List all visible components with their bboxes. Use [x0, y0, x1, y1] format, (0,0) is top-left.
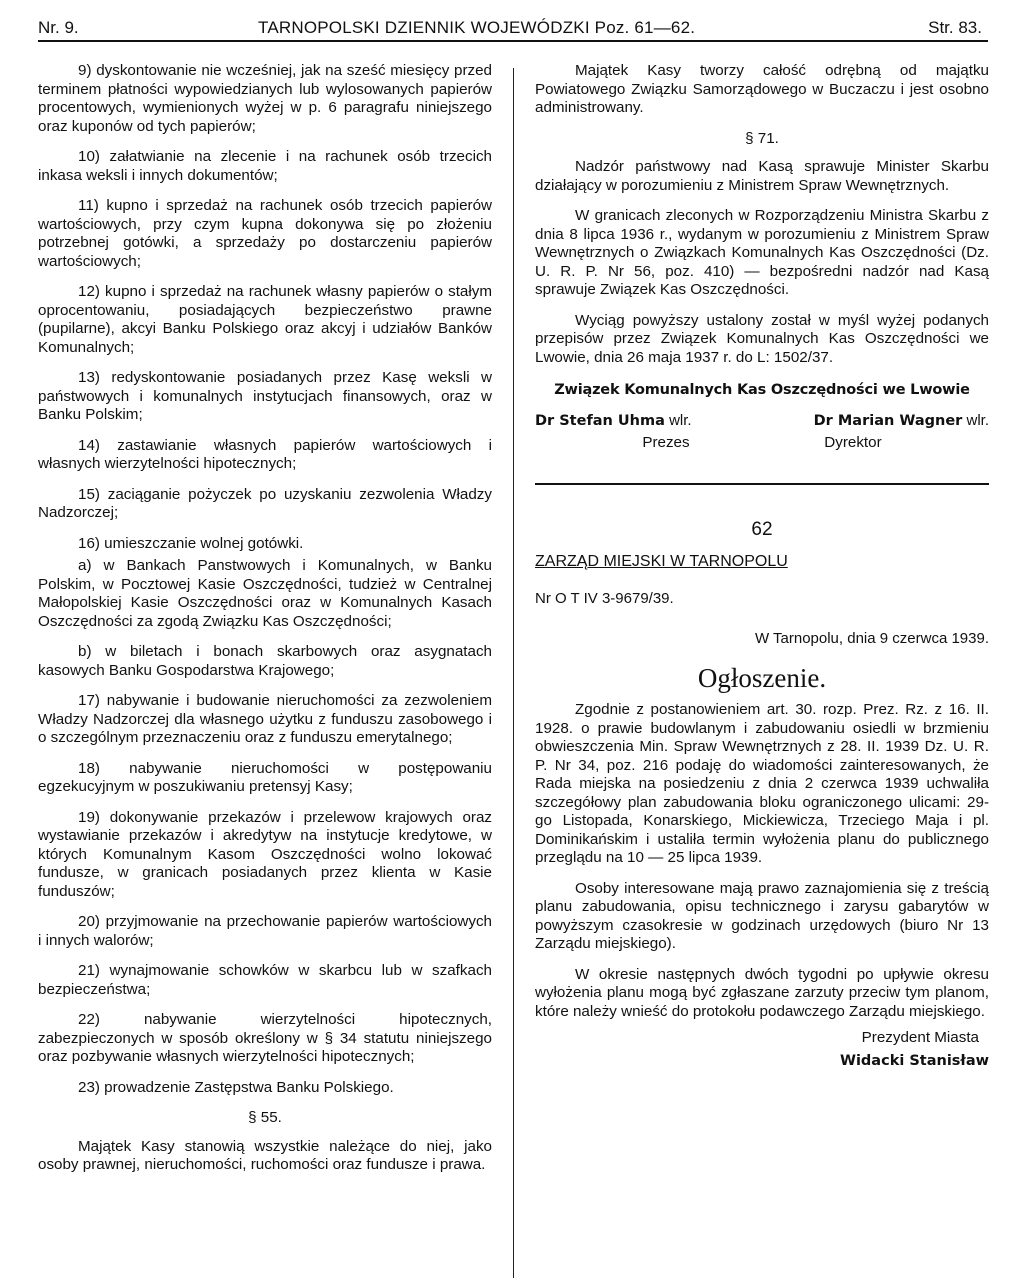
list-item: 18) nabywanie nieruchomości w postępowaniu egzekucyjnym w poszukiwaniu pretensyj Kasy;	[38, 759, 492, 795]
list-item: 20) przyjmowanie na przechowanie papierów wartościowych i innych walorów;	[38, 913, 492, 949]
page-header	[38, 14, 988, 42]
reference-number: Nr O T IV 3-9679/39.	[535, 589, 674, 607]
signer-name: Widacki Stanisław	[839, 1052, 989, 1069]
section-heading: § 55.	[248, 1109, 282, 1126]
left-column	[38, 62, 492, 1187]
list-item: 21) wynajmowanie schowków w skarbcu lub w szafkach bezpieczeństwa;	[38, 962, 492, 998]
paragraph: Majątek Kasy tworzy całość odrębną od majątku Powiatowego Związku Samorządowego w Buczaczu i jest osobno administrowany.	[535, 62, 989, 116]
signer-suffix: wlr.	[669, 411, 692, 429]
signer-title: Prezes	[642, 434, 690, 451]
paragraph: Wyciąg powyższy ustalony został w myśl wyżej podanych przepisów przez Związek Komunalnych Kas Oszczędności we Lwowie, dnia 26 maja 1937 r. do L: 1502/37.	[535, 311, 989, 366]
list-item: 12) kupno i sprzedaż na rachunek własny papierów o stałym oprocentowaniu, posiadających bezpieczeństwo prawne (pupilarne), akcyi Banku Polskiego oraz akcyj i udziałów Banków Komunalnych;	[38, 283, 492, 356]
notice-title: Ogłoszenie.	[697, 662, 827, 693]
list-item: 15) zaciąganie pożyczek po uzyskaniu zezwolenia Władzy Nadzorczej;	[38, 485, 492, 521]
signer-titles	[535, 434, 989, 453]
right-column	[535, 62, 989, 1070]
paragraph: Nadzór państwowy nad Kasą sprawuje Minister Skarbu działający w porozumieniu z Ministrem Spraw Wewnętrznych.	[535, 158, 989, 194]
list-item: 10) załatwianie na zlecenie i na rachunek osób trzecich inkasa weksli i innych dokumentów;	[38, 148, 492, 184]
notice-date: W Tarnopolu, dnia 9 czerwca 1939.	[754, 630, 989, 647]
issue-number: Nr. 9.	[38, 18, 79, 37]
signer-name: Dr Marian Wagner	[813, 412, 963, 429]
paragraph: W granicach zleconych w Rozporządzeniu Ministra Skarbu z dnia 8 lipca 1936 r., wydanym w porozumieniu z Ministrem Spraw Wewnętrznych o Związkach Komunalnych Kas Oszczędności (Dz. U. R. P. Nr 56, poz. 410) — bezpośredni nadzór nad Kasą sprawuje Związek Kas Oszczędności.	[535, 207, 989, 298]
list-item: 19) dokonywanie przekazów i przelewow krajowych oraz wystawianie przekazów i akredytyw na instytucje kredytowe, w których Komunalnym Kasom Oszczędności wolno lokować fundusze, w granicach posiadanych przez klienta w Kasie funduszów;	[38, 808, 492, 900]
page-number: Str. 83.	[928, 18, 982, 37]
journal-title: TARNOPOLSKI DZIENNIK WOJEWÓDZKI Poz. 61—62.	[258, 18, 696, 37]
list-item: 9) dyskontowanie nie wcześniej, jak na sześć miesięcy przed terminem płatności wypowiedzianych lub wylosowanych papierów procentowych, wymienionych wyżej w p. 6 paragrafu niniejszego oraz kuponów od tych papierów;	[38, 62, 492, 135]
signer-suffix: wlr.	[966, 411, 989, 429]
list-item: b) w biletach i bonach skarbowych oraz asygnatach kasowych Banku Gospodarstwa Krajowego;	[38, 643, 492, 679]
list-item: 17) nabywanie i budowanie nieruchomości za zezwoleniem Władzy Nadzorczej dla własnego użytku z funduszu zasobowego i o szczególnym przeznaczeniu oraz z funduszu emerytalnego;	[38, 692, 492, 746]
paragraph: Zgodnie z postanowieniem art. 30. rozp. Prez. Rz. z 16. II. 1928. o prawie budowlanym i zabudowaniu osiedli w brzmieniu obwieszczenia Min. Spraw Wewnętrznych z 28. II. 1939 Dz. U. R. P. Nr 34, poz. 216 podaję do wiadomości zainteresowanych, że Rada miejska na posiedzeniu z dnia 2 czerwca 1939 uchwaliła szczegółowy plan zabudowania bloku ograniczonego ulicami: 29-go Listopada, Konarskiego, Mickiewicza, Trzeciego Maja i pl. Dominikańskim i ustaliła termin wyłożenia planu do publicznego przeglądu na 10 — 25 lipca 1939.	[535, 701, 989, 866]
list-item: a) w Bankach Panstwowych i Komunalnych, w Banku Polskim, w Pocztowej Kasie Oszczędności, tudzież w Centralnej Małopolskiej Kasie Oszczędności oraz w Komunalnych Kasach Oszczędności za zgodą Związku Kas Oszczędności;	[38, 557, 492, 630]
column-divider	[513, 68, 514, 1278]
list-item: 11) kupno i sprzedaż na rachunek osób trzecich papierów wartościowych, przy czym kupna dokonywa się po złożeniu potrzebnej gotówki, a sprzedaży po dostarczeniu papierów wartościowych;	[38, 197, 492, 270]
list-item: 22) nabywanie wierzytelności hipotecznych, zabezpieczonych w sposób określony w § 34 statutu niniejszego oraz pozbywanie własnych wierzytelności hipotecznych;	[38, 1011, 492, 1065]
office-name: ZARZĄD MIEJSKI W TARNOPOLU	[535, 553, 788, 570]
signer-title: Dyrektor	[824, 434, 882, 451]
signer-title: Prezydent Miasta	[861, 1029, 979, 1046]
list-item: 23) prowadzenie Zastępstwa Banku Polskiego.	[78, 1078, 394, 1096]
paragraph: W okresie następnych dwóch tygodni po upływie okresu wyłożenia planu mogą być zgłaszane zarzuty przeciw tym planom, które należy wnieść do protokołu podawczego Zarządu miejskiego.	[535, 965, 989, 1020]
list-item: 16) umieszczanie wolnej gotówki.	[78, 534, 304, 552]
signature-row	[535, 412, 989, 431]
list-item: 14) zastawianie własnych papierów wartościowych i własnych wierzytelności hipotecznych;	[38, 436, 492, 472]
list-item: 13) redyskontowanie posiadanych przez Kasę weksli w państwowych i komunalnych instytucjach finansowych, oraz w Banku Polskim;	[38, 369, 492, 423]
paragraph: Osoby interesowane mają prawo zaznajomienia się z treścią planu zabudowania, opisu technicznego i zarysu gabarytów w powyższym czasokresie w godzinach urzędowych (biuro Nr 13 Zarządu miejskiego).	[535, 879, 989, 952]
section-heading: § 71.	[745, 129, 779, 147]
signer-name: Dr Stefan Uhma	[535, 412, 665, 429]
notice-number: 62	[751, 518, 773, 540]
paragraph: Majątek Kasy stanowią wszystkie należące do niej, jako osoby prawnej, nieruchomości, ruchomości oraz fundusze i prawa.	[38, 1137, 492, 1173]
organization-name: Związek Komunalnych Kas Oszczędności we Lwowie	[554, 382, 970, 398]
section-divider	[535, 483, 989, 485]
